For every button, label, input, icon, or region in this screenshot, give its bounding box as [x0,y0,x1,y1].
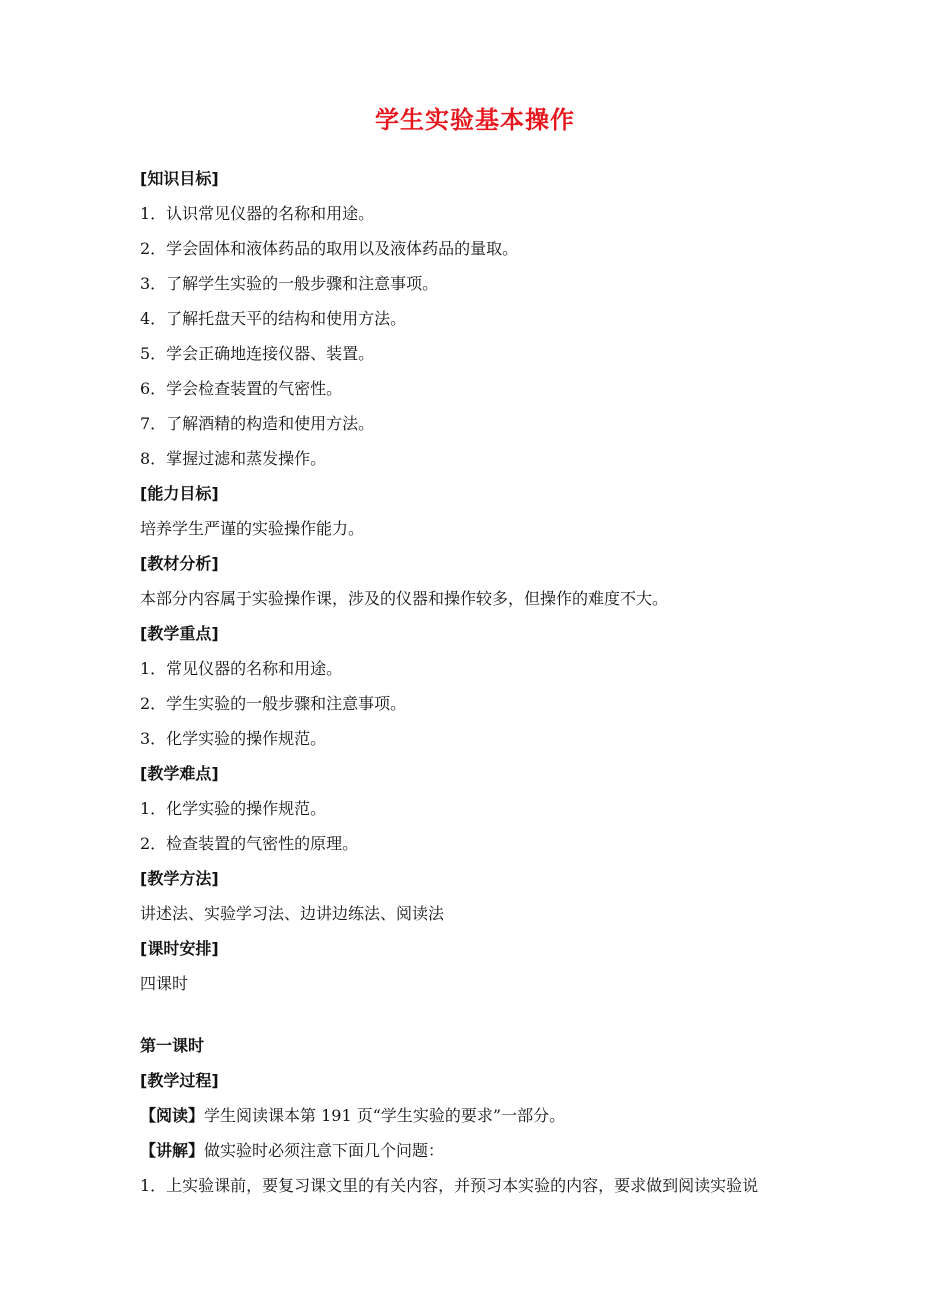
list-item: 1．上实验课前，要复习课文里的有关内容，并预习本实验的内容，要求做到阅读实验说 [140,1176,759,1195]
list-item: 6．学会检查装置的气密性。 [140,379,343,398]
heading-material-analysis: [教材分析] [140,554,219,573]
list-item: 2．学会固体和液体药品的取用以及液体药品的量取。 [140,239,519,258]
paragraph-material-analysis: 本部分内容属于实验操作课，涉及的仪器和操作较多，但操作的难度不大。 [140,589,669,608]
heading-knowledge-goals: [知识目标] [140,169,219,188]
list-item: 4．了解托盘天平的结构和使用方法。 [140,309,407,328]
paragraph-explain [140,1140,444,1162]
paragraph-methods: 讲述法、实验学习法、边讲边练法、阅读法 [140,904,445,923]
heading-process: [教学过程] [140,1071,219,1090]
document-title: 学生实验基本操作 [375,106,575,134]
paragraph-ability-goals: 培养学生严谨的实验操作能力。 [140,519,365,538]
read-text: 学生阅读课本第 191 页“学生实验的要求”一部分。 [204,1106,566,1125]
explain-tag: 【讲解】 [140,1141,205,1160]
list-item: 2．检查装置的气密性的原理。 [140,834,359,853]
explain-text: 做实验时必须注意下面几个问题： [204,1141,445,1160]
heading-methods: [教学方法] [140,869,219,888]
paragraph-schedule: 四课时 [140,974,189,993]
heading-ability-goals: [能力目标] [140,484,219,503]
list-item: 5．学会正确地连接仪器、装置。 [140,344,375,363]
heading-difficult-points: [教学难点] [140,764,219,783]
list-item: 3．了解学生实验的一般步骤和注意事项。 [140,274,439,293]
list-item: 2．学生实验的一般步骤和注意事项。 [140,694,407,713]
list-item: 3．化学实验的操作规范。 [140,729,327,748]
heading-key-points: [教学重点] [140,624,219,643]
heading-schedule: [课时安排] [140,939,219,958]
heading-first-lesson: 第一课时 [140,1036,205,1055]
list-item: 8．掌握过滤和蒸发操作。 [140,449,327,468]
list-item: 7．了解酒精的构造和使用方法。 [140,414,375,433]
list-item: 1．认识常见仪器的名称和用途。 [140,204,375,223]
list-item: 1．常见仪器的名称和用途。 [140,659,343,678]
read-tag: 【阅读】 [140,1106,205,1125]
paragraph-read [140,1105,565,1127]
list-item: 1．化学实验的操作规范。 [140,799,327,818]
